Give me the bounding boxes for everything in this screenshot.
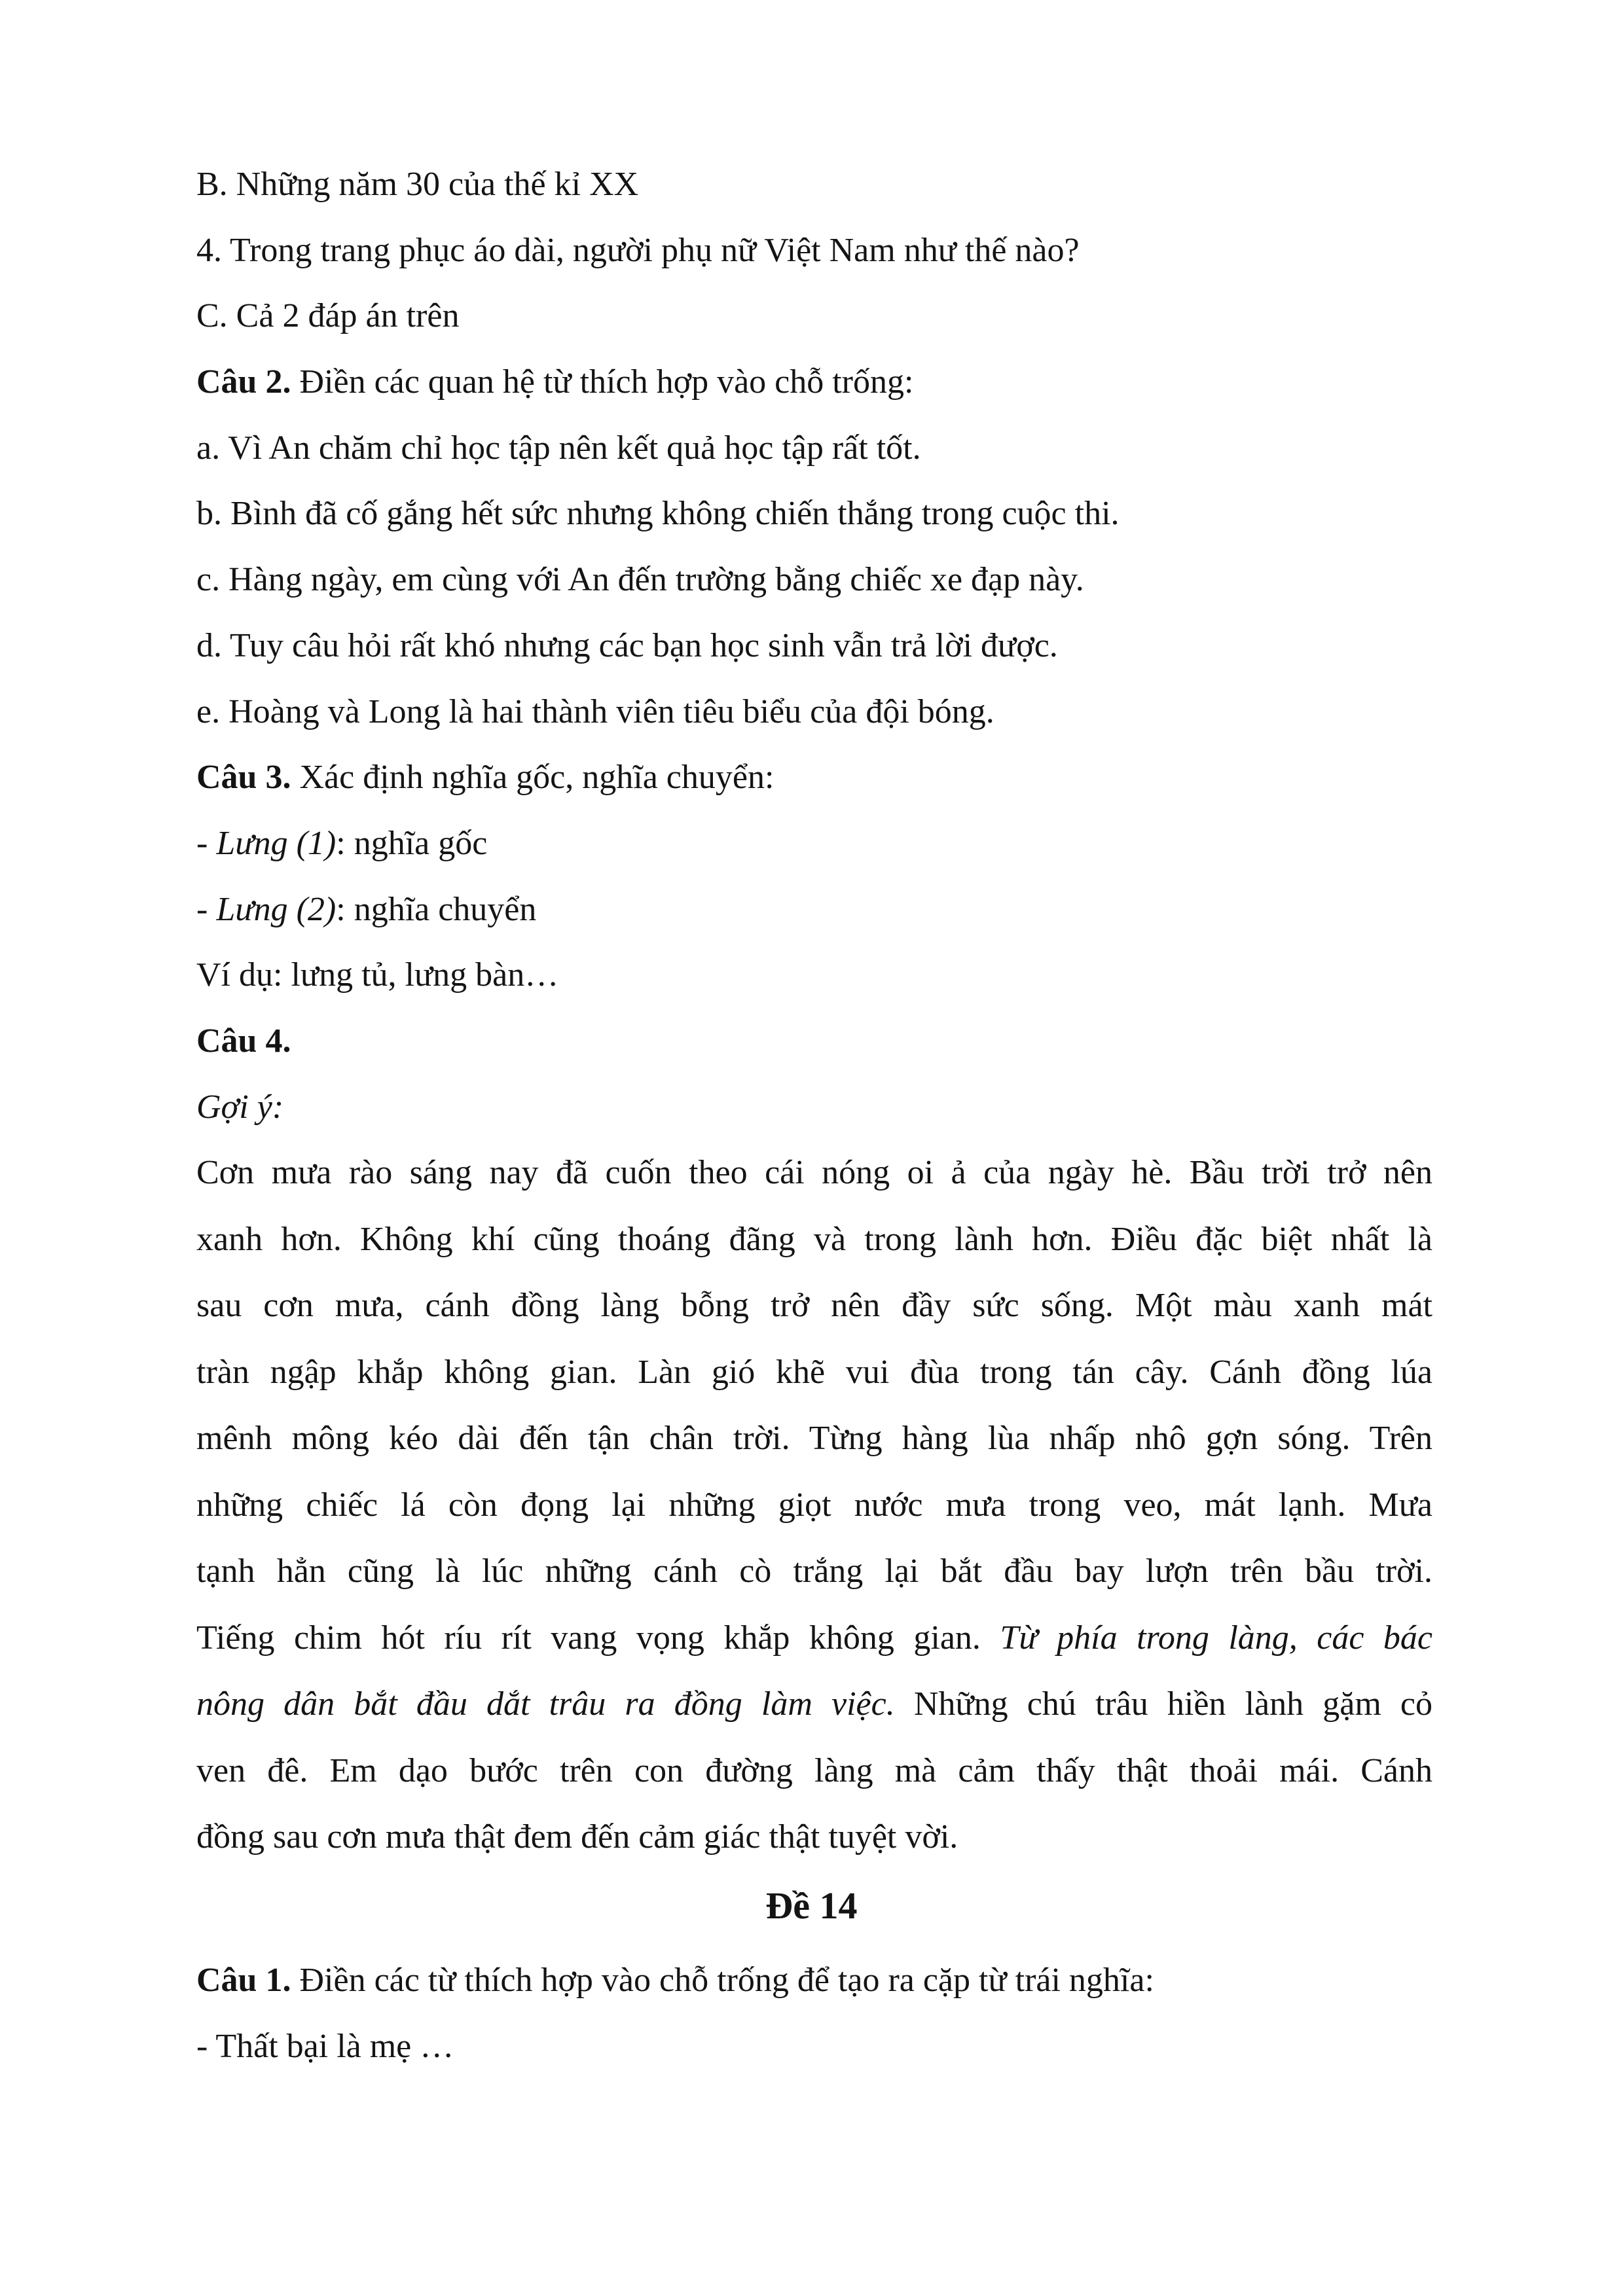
paragraph-line: xanh hơn. Không khí cũng thoáng đãng và trong lành hơn. Điều đặc biệt nhất là — [196, 1220, 1432, 1258]
answer-line: C. Cả 2 đáp án trên — [196, 297, 460, 334]
answer-line: B. Những năm 30 của thế kỉ XX — [196, 166, 639, 203]
bullet: - — [196, 825, 217, 862]
paragraph-text: Những chú trâu hiền lành gặm cỏ — [894, 1685, 1432, 1723]
definition: : nghĩa chuyển — [336, 891, 537, 928]
answer-line: a. Vì An chăm chỉ học tập nên kết quả học tập rất tốt. — [196, 429, 921, 467]
section-title: Đề 14 — [765, 1884, 858, 1927]
question-line: 4. Trong trang phục áo dài, người phụ nữ Việt Nam như thế nào? — [196, 232, 1080, 269]
definition: : nghĩa gốc — [336, 825, 488, 862]
answer-line — [196, 823, 487, 864]
answer-line: d. Tuy câu hỏi rất khó nhưng các bạn học sinh vẫn trả lời được. — [196, 627, 1058, 664]
question-heading — [196, 362, 913, 403]
term: Lưng (2) — [216, 891, 337, 928]
answer-line: e. Hoàng và Long là hai thành viên tiêu biểu của đội bóng. — [196, 693, 994, 730]
paragraph-line: tràn ngập khắp không gian. Làn gió khẽ vui đùa trong tán cây. Cánh đồng lúa — [196, 1353, 1432, 1391]
term: Lưng (1) — [216, 825, 337, 862]
hint-label: Gợi ý: — [196, 1088, 284, 1126]
question-heading — [196, 757, 774, 798]
answer-line: - Thất bại là mẹ … — [196, 2028, 454, 2065]
question-label: Câu 3. — [196, 759, 291, 796]
paragraph-line — [196, 1684, 1432, 1751]
paragraph-emphasis: nông dân bắt đầu dắt trâu ra đồng làm việc. — [196, 1685, 895, 1723]
example-line: Ví dụ: lưng tủ, lưng bàn… — [196, 956, 559, 994]
question-text: Điền các từ thích hợp vào chỗ trống để tạo ra cặp từ trái nghĩa: — [291, 1962, 1154, 1999]
answer-line: b. Bình đã cố gắng hết sức nhưng không chiến thắng trong cuộc thi. — [196, 495, 1120, 532]
paragraph-line: đồng sau cơn mưa thật đem đến cảm giác thật tuyệt vời. — [196, 1818, 958, 1856]
question-text: Điền các quan hệ từ thích hợp vào chỗ trống: — [291, 363, 914, 401]
question-heading — [196, 1960, 1154, 2001]
answer-line — [196, 889, 536, 930]
paragraph-text: Tiếng chim hót ríu rít vang vọng khắp không gian. — [196, 1619, 1000, 1657]
answer-line: c. Hàng ngày, em cùng với An đến trường bằng chiếc xe đạp này. — [196, 561, 1084, 598]
paragraph-line: mênh mông kéo dài đến tận chân trời. Từng hàng lùa nhấp nhô gợn sóng. Trên — [196, 1420, 1432, 1457]
question-text: Xác định nghĩa gốc, nghĩa chuyển: — [291, 759, 775, 796]
paragraph-line: những chiếc lá còn đọng lại những giọt nước mưa trong veo, mát lạnh. Mưa — [196, 1486, 1432, 1524]
essay-paragraph — [196, 1153, 1432, 1884]
bullet: - — [196, 891, 217, 928]
paragraph-line: Cơn mưa rào sáng nay đã cuốn theo cái nóng oi ả của ngày hè. Bầu trời trở nên — [196, 1154, 1432, 1191]
paragraph-line: ven đê. Em dạo bước trên con đường làng mà cảm thấy thật thoải mái. Cánh — [196, 1751, 1432, 1789]
paragraph-line: tạnh hẳn cũng là lúc những cánh cò trắng lại bắt đầu bay lượn trên bầu trời. — [196, 1552, 1432, 1590]
question-label: Câu 4. — [196, 1022, 291, 1060]
paragraph-line: sau cơn mưa, cánh đồng làng bỗng trở nên đầy sức sống. Một màu xanh mát — [196, 1287, 1432, 1324]
question-label: Câu 2. — [196, 363, 291, 401]
question-label: Câu 1. — [196, 1962, 291, 1999]
paragraph-line — [196, 1618, 1432, 1685]
paragraph-emphasis: Từ phía trong làng, các bác — [1000, 1619, 1433, 1657]
